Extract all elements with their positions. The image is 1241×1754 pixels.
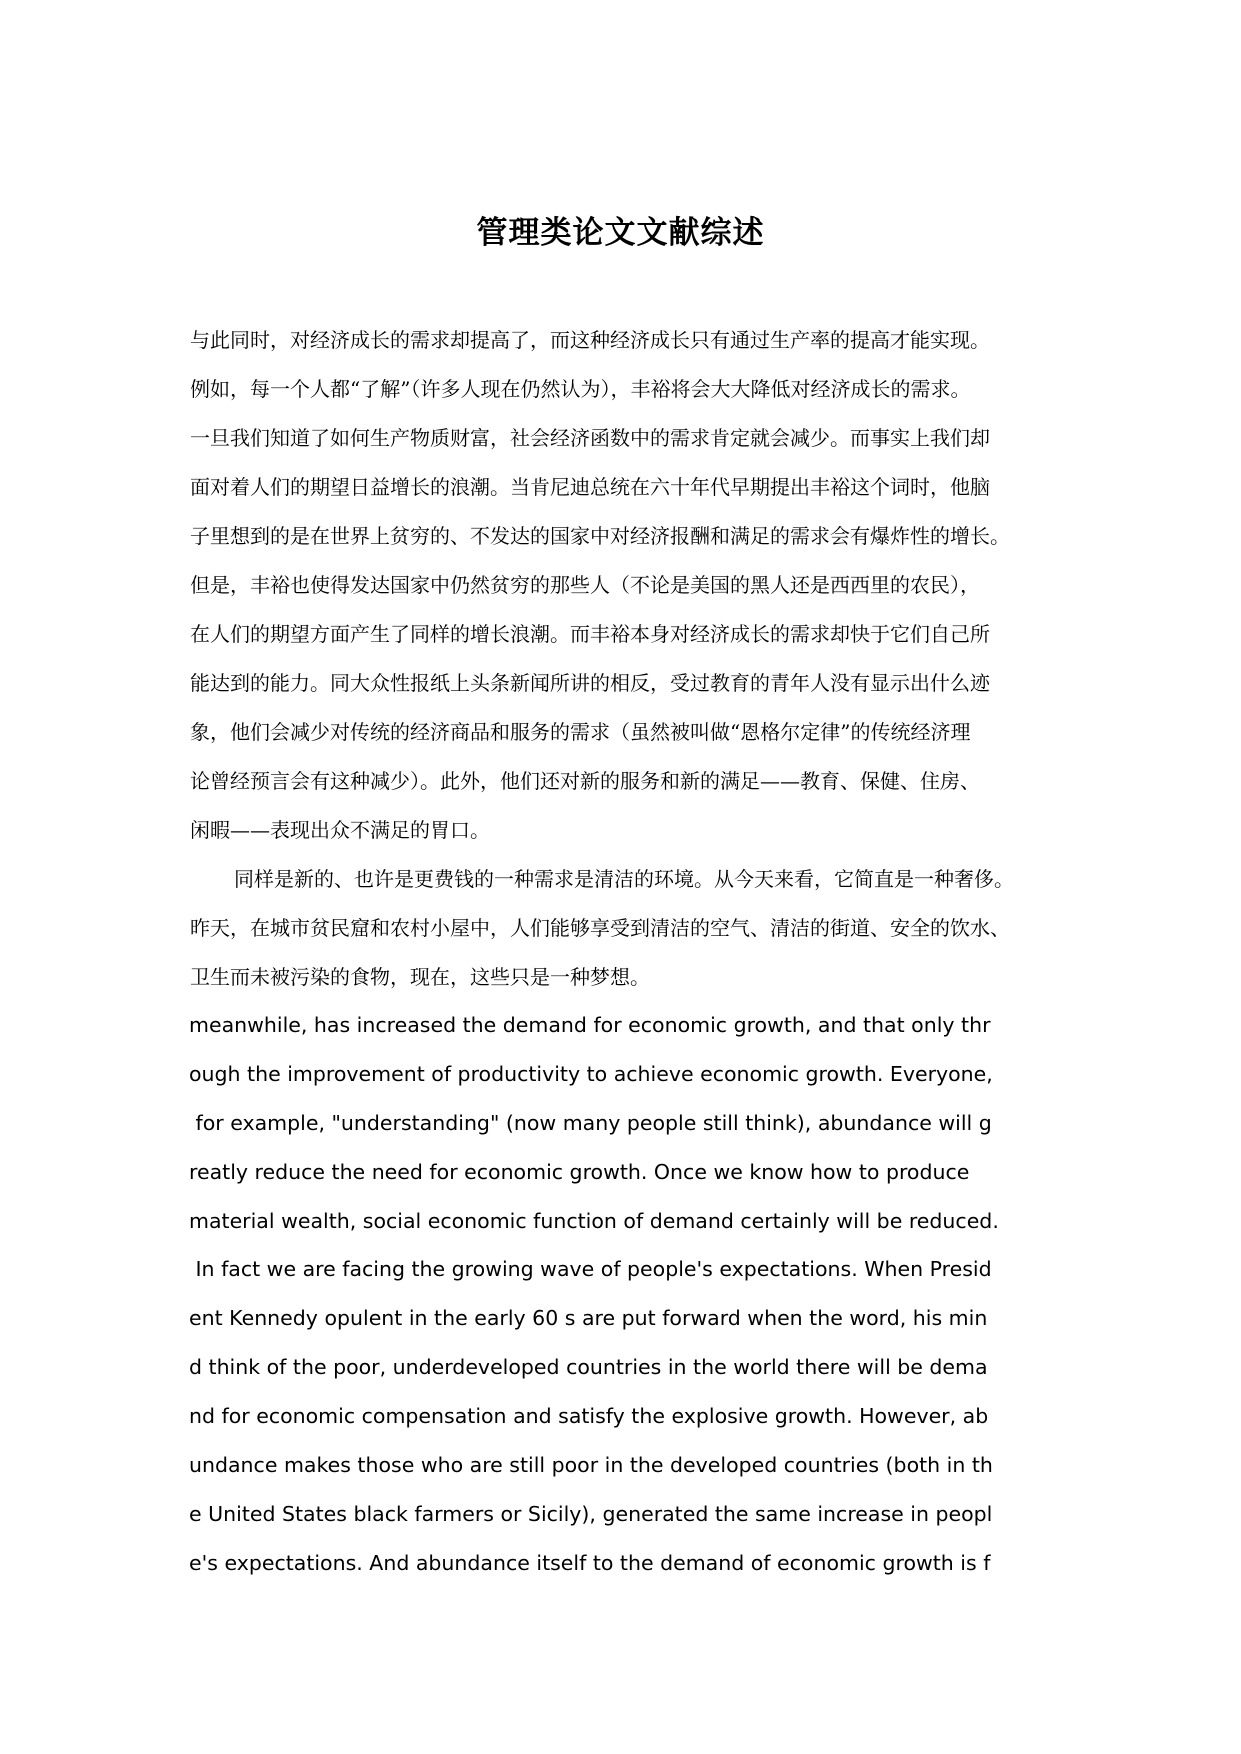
chinese-text-line: 象，他们会减少对传统的经济商品和服务的需求（虽然被叫做“恩格尔定律”的传统经济理 — [190, 720, 971, 744]
document-title: 管理类论文文献综述 — [476, 215, 765, 251]
chinese-text-line: 与此同时，对经济成长的需求却提高了，而这种经济成长只有通过生产率的提高才能实现。 — [190, 328, 990, 352]
english-paragraph — [189, 1001, 1069, 1588]
chinese-text-line: 在人们的期望方面产生了同样的增长浪潮。而丰裕本身对经济成长的需求却快于它们自己所 — [190, 622, 990, 646]
english-text-line: meanwhile, has increased the demand for economic growth, and that only thr — [189, 1013, 991, 1037]
english-text-line: d think of the poor, underdeveloped countries in the world there will be dema — [189, 1355, 988, 1380]
english-text-line: e United States black farmers or Sicily), generated the same increase in peopl — [189, 1501, 993, 1526]
chinese-text-line: 面对着人们的期望日益增长的浪潮。当肯尼迪总统在六十年代早期提出丰裕这个词时，他脑 — [190, 475, 990, 499]
chinese-paragraphs — [190, 316, 1065, 1002]
english-text-line: for example, "understanding" (now many people still think), abundance will g — [189, 1110, 992, 1135]
chinese-text-line: 一旦我们知道了如何生产物质财富，社会经济函数中的需求肯定就会减少。而事实上我们却 — [190, 426, 990, 450]
chinese-text-line: 例如，每一个人都“了解”（许多人现在仍然认为），丰裕将会大大降低对经济成长的需求。 — [190, 377, 971, 401]
english-text-line: nd for economic compensation and satisfy the explosive growth. However, ab — [189, 1404, 989, 1429]
chinese-text-line: 能达到的能力。同大众性报纸上头条新闻所讲的相反，受过教育的青年人没有显示出什么迹 — [190, 671, 990, 695]
english-text-line: ent Kennedy opulent in the early 60 s are put forward when the word, his min — [189, 1306, 988, 1331]
chinese-text-line: 昨天，在城市贫民窟和农村小屋中，人们能够享受到清洁的空气、清洁的街道、安全的饮水、 — [190, 916, 1010, 940]
english-text-line: material wealth, social economic function of demand certainly will be reduced. — [189, 1208, 999, 1233]
chinese-text-line: 子里想到的是在世界上贫穷的、不发达的国家中对经济报酬和满足的需求会有爆炸性的增长。 — [190, 524, 1010, 548]
chinese-text-line: 卫生而未被污染的食物，现在，这些只是一种梦想。 — [190, 965, 650, 989]
english-text-line: ough the improvement of productivity to achieve economic growth. Everyone, — [189, 1061, 993, 1086]
chinese-text-line: 同样是新的、也许是更费钱的一种需求是清洁的环境。从今天来看，它简直是一种奢侈。 — [234, 867, 1014, 891]
english-text-line: undance makes those who are still poor in the developed countries (both in th — [189, 1453, 993, 1478]
english-text-line: e's expectations. And abundance itself to the demand of economic growth is f — [189, 1550, 991, 1575]
chinese-text-line: 但是，丰裕也使得发达国家中仍然贫穷的那些人（不论是美国的黑人还是西西里的农民）， — [190, 573, 980, 597]
chinese-text-line: 论曾经预言会有这种减少）。此外，他们还对新的服务和新的满足——教育、保健、住房、 — [190, 769, 980, 793]
english-text-line: In fact we are facing the growing wave of people's expectations. When Presid — [189, 1257, 992, 1282]
chinese-text-line: 闲暇——表现出众不满足的胃口。 — [190, 818, 490, 842]
english-text-line: reatly reduce the need for economic growth. Once we know how to produce — [189, 1159, 970, 1184]
